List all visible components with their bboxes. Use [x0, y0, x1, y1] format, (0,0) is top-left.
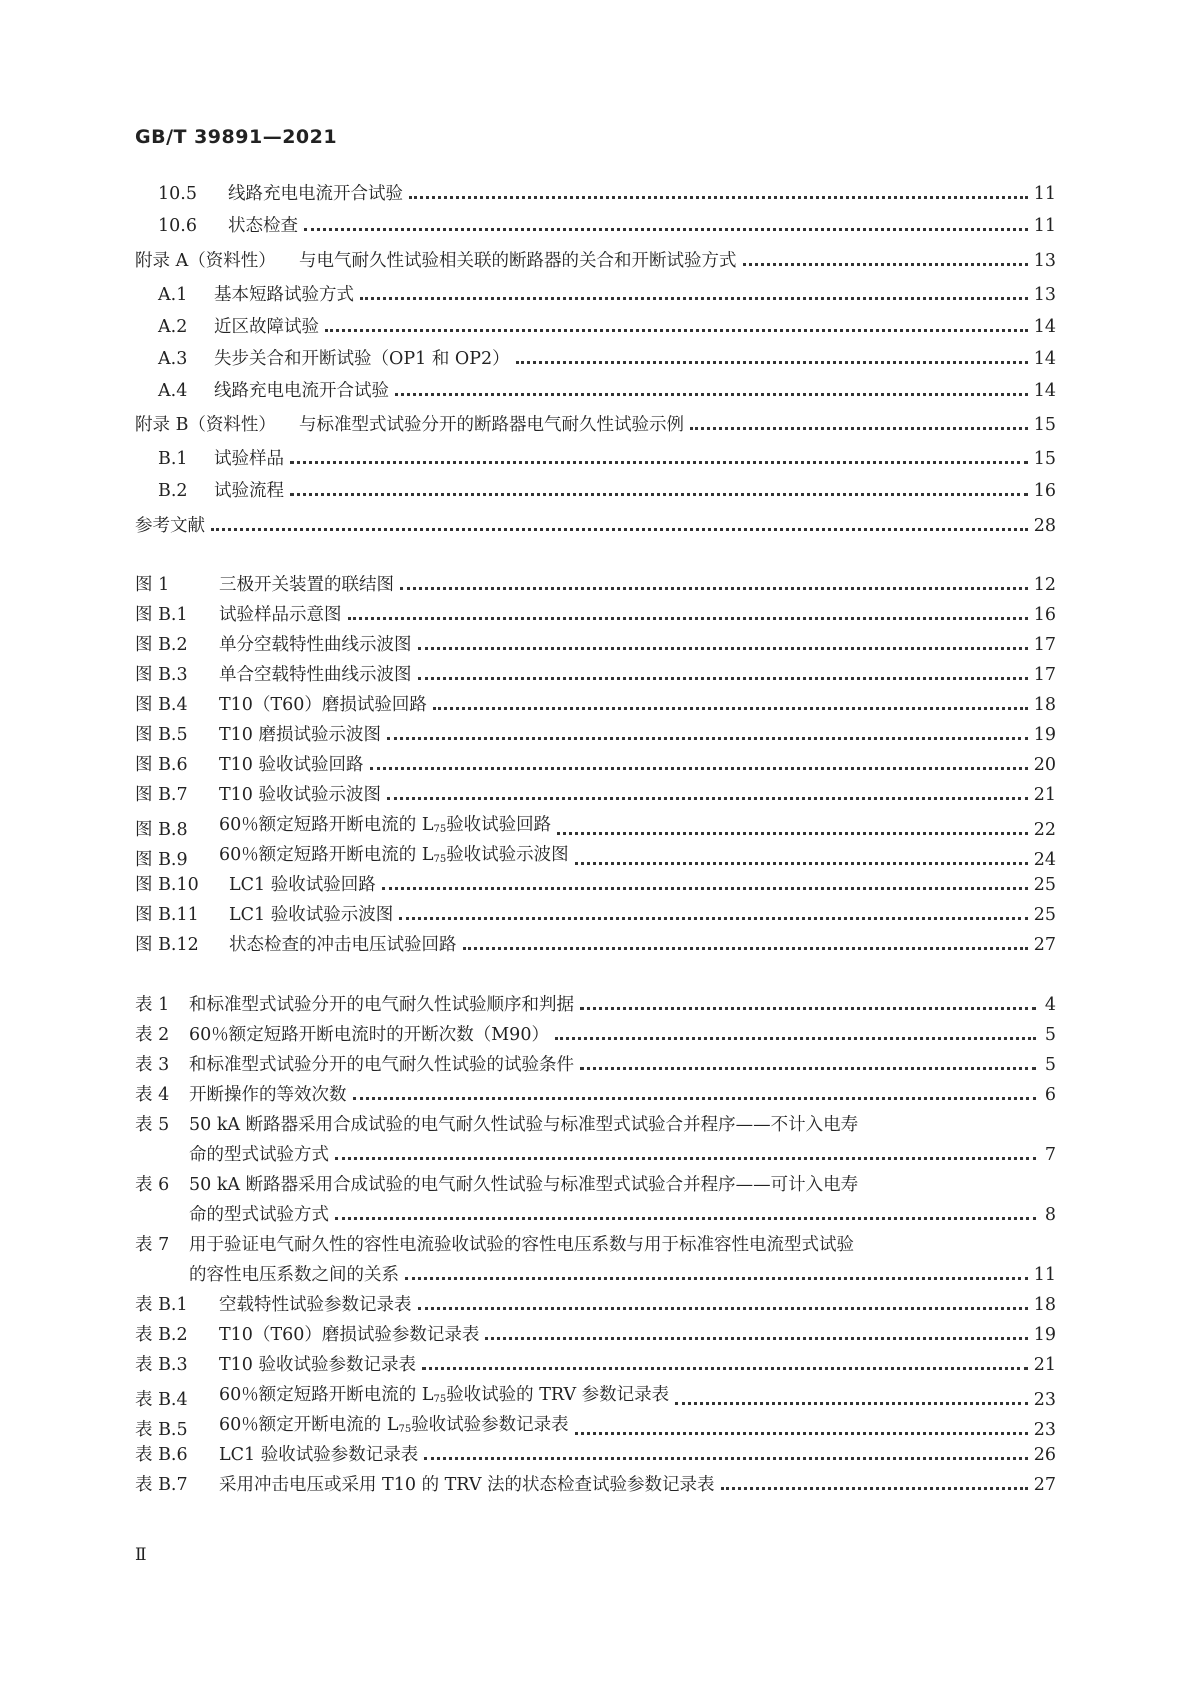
toc-entry-page: 12	[1033, 575, 1056, 595]
dot-leader	[721, 1487, 1028, 1490]
toc-entry-page: 16	[1033, 605, 1056, 625]
toc-entry-title: 单分空载特性曲线示波图	[219, 635, 412, 655]
dot-leader	[690, 427, 1028, 430]
dot-leader	[409, 196, 1028, 199]
dot-leader	[335, 1217, 1036, 1220]
toc-entry-number: 表 7	[135, 1235, 170, 1255]
toc-entry[interactable]	[135, 1474, 1056, 1496]
toc-entry-title: T10 验收试验参数记录表	[219, 1355, 417, 1375]
toc-entry-page: 24	[1033, 850, 1056, 870]
dot-leader	[424, 1457, 1028, 1460]
toc-entry-title: 失步关合和开断试验（OP1 和 OP2）	[214, 349, 510, 369]
toc-entry[interactable]	[135, 664, 1056, 686]
toc-entry[interactable]	[135, 1024, 1056, 1046]
toc-entry-title: 和标准型式试验分开的电气耐久性试验顺序和判据	[189, 995, 574, 1015]
toc-entry-page: 27	[1033, 1475, 1056, 1495]
toc-entry[interactable]	[135, 754, 1056, 776]
toc-entry-page: 25	[1033, 875, 1056, 895]
toc-entry-first-line[interactable]	[135, 1234, 854, 1256]
dot-leader	[382, 887, 1028, 890]
dot-leader	[400, 587, 1028, 590]
toc-entry[interactable]	[135, 414, 1056, 436]
dot-leader	[360, 297, 1028, 300]
toc-entry-title: LC1 验收试验回路	[229, 875, 376, 895]
toc-entry-title: 空载特性试验参数记录表	[219, 1295, 412, 1315]
toc-entry-page: 28	[1033, 516, 1056, 536]
toc-entry-number: 表 B.6	[135, 1445, 188, 1465]
toc-entry-page: 18	[1033, 695, 1056, 715]
toc-entry-title: T10 验收试验示波图	[219, 785, 382, 805]
toc-entry-number: 表 B.5	[135, 1420, 188, 1440]
toc-entry[interactable]	[158, 215, 1056, 237]
toc-entry[interactable]	[158, 284, 1056, 306]
toc-entry-title: T10 验收试验回路	[219, 755, 364, 775]
dot-leader	[485, 1337, 1027, 1340]
toc-entry-page: 8	[1044, 1205, 1056, 1225]
toc-entry-page: 5	[1044, 1025, 1056, 1045]
toc-entry-page: 16	[1033, 481, 1056, 501]
toc-entry-number: 表 3	[135, 1055, 170, 1075]
toc-entry[interactable]	[135, 1084, 1056, 1106]
toc-entry-number: 表 B.3	[135, 1355, 188, 1375]
dot-leader	[335, 1157, 1036, 1160]
toc-entry-page: 11	[1033, 184, 1056, 204]
dot-leader	[405, 1277, 1028, 1280]
toc-entry-number: 表 6	[135, 1175, 170, 1195]
toc-entry[interactable]	[135, 994, 1056, 1016]
toc-entry[interactable]	[189, 1144, 1056, 1166]
toc-entry-title: 状态检查	[228, 216, 298, 236]
toc-entry-page: 14	[1033, 349, 1056, 369]
toc-entry[interactable]	[135, 250, 1056, 272]
toc-entry-page: 19	[1033, 1325, 1056, 1345]
toc-entry[interactable]	[158, 380, 1056, 402]
toc-entry-number: 图 B.12	[135, 935, 199, 955]
toc-entry-title: 与电气耐久性试验相关联的断路器的关合和开断试验方式	[299, 251, 737, 271]
toc-entry-number: 图 B.4	[135, 695, 188, 715]
toc-entry-number: A.4	[158, 381, 188, 401]
toc-entry-page: 19	[1033, 725, 1056, 745]
toc-entry-title: T10（T60）磨损试验参数记录表	[219, 1325, 480, 1345]
toc-entry[interactable]	[135, 574, 1056, 596]
toc-entry-number: 图 B.8	[135, 820, 188, 840]
dot-leader	[743, 263, 1028, 266]
toc-entry-title: 线路充电电流开合试验	[214, 381, 389, 401]
toc-entry-title: 基本短路试验方式	[214, 285, 354, 305]
toc-entry-number: 图 B.10	[135, 875, 199, 895]
toc-entry-number: 表 B.4	[135, 1390, 188, 1410]
toc-entry[interactable]	[135, 1384, 1056, 1411]
toc-entry-number: 图 1	[135, 575, 170, 595]
toc-entry[interactable]	[189, 1204, 1056, 1226]
toc-entry-title: 与标准型式试验分开的断路器电气耐久性试验示例	[299, 415, 684, 435]
toc-entry-title: 状态检查的冲击电压试验回路	[229, 935, 457, 955]
dot-leader	[387, 737, 1028, 740]
dot-leader	[580, 1067, 1036, 1070]
toc-entry-title: 试验样品	[214, 449, 284, 469]
toc-entry[interactable]	[158, 448, 1056, 470]
toc-entry-page: 23	[1033, 1390, 1056, 1410]
toc-entry[interactable]	[158, 348, 1056, 370]
toc-entry-title: 50 kA 断路器采用合成试验的电气耐久性试验与标准型式试验合并程序——可计入电寿	[189, 1175, 859, 1195]
toc-entry-title: 三极开关装置的联结图	[219, 575, 394, 595]
toc-entry-page: 11	[1033, 1265, 1056, 1285]
dot-leader	[304, 228, 1028, 231]
toc-entry-page: 21	[1033, 785, 1056, 805]
toc-entry-number: 图 B.11	[135, 905, 199, 925]
toc-entry[interactable]	[135, 814, 1056, 841]
toc-entry-page: 7	[1044, 1145, 1056, 1165]
toc-entry[interactable]	[135, 784, 1056, 806]
toc-entry-number: 图 B.6	[135, 755, 188, 775]
toc-entry-number: 附录 B（资料性）	[135, 415, 276, 435]
toc-entry-title: 的容性电压系数之间的关系	[189, 1265, 399, 1285]
toc-entry[interactable]	[135, 1414, 1056, 1441]
toc-entry-title: 参考文献	[135, 516, 205, 536]
dot-leader	[290, 493, 1028, 496]
toc-entry-title: 试验流程	[214, 481, 284, 501]
toc-entry[interactable]	[135, 1354, 1056, 1376]
toc-entry[interactable]	[158, 480, 1056, 502]
toc-entry-title: T10 磨损试验示波图	[219, 725, 382, 745]
toc-entry[interactable]	[135, 874, 1056, 896]
toc-entry-number: 表 B.2	[135, 1325, 188, 1345]
toc-entry-number: 图 B.9	[135, 850, 188, 870]
dot-leader	[370, 767, 1028, 770]
toc-entry-number: 图 B.2	[135, 635, 188, 655]
toc-entry-number: A.2	[158, 317, 188, 337]
toc-entry-title: 采用冲击电压或采用 T10 的 TRV 法的状态检查试验参数记录表	[219, 1475, 715, 1495]
toc-entry-number: 表 2	[135, 1025, 170, 1045]
toc-entry[interactable]	[135, 1294, 1056, 1316]
toc-entry[interactable]	[135, 634, 1056, 656]
toc-entry-page: 5	[1044, 1055, 1056, 1075]
dot-leader	[422, 1367, 1028, 1370]
toc-entry[interactable]	[135, 694, 1056, 716]
toc-entry-number: 10.6	[158, 216, 197, 236]
dot-leader	[395, 393, 1028, 396]
toc-entry-number: B.2	[158, 481, 188, 501]
toc-entry-page: 14	[1033, 317, 1056, 337]
toc-entry-title: LC1 验收试验示波图	[229, 905, 394, 925]
toc-entry-number: A.3	[158, 349, 188, 369]
toc-entry-page: 15	[1033, 415, 1056, 435]
toc-entry-page: 26	[1033, 1445, 1056, 1465]
toc-entry-number: 图 B.1	[135, 605, 188, 625]
toc-entry-first-line[interactable]	[135, 1114, 858, 1136]
dot-leader	[418, 1307, 1028, 1310]
document-id: GB/T 39891—2021	[135, 126, 338, 148]
toc-entry-title: T10（T60）磨损试验回路	[219, 695, 427, 715]
toc-entry-page: 20	[1033, 755, 1056, 775]
dot-leader	[555, 1037, 1036, 1040]
toc-entry-number: 表 4	[135, 1085, 170, 1105]
toc-entry-page: 11	[1033, 216, 1056, 236]
toc-entry-page: 13	[1033, 285, 1056, 305]
toc-entry-first-line[interactable]	[135, 1174, 858, 1196]
dot-leader	[516, 361, 1028, 364]
dot-leader	[290, 461, 1028, 464]
dot-leader	[348, 617, 1028, 620]
dot-leader	[399, 917, 1028, 920]
dot-leader	[433, 707, 1028, 710]
toc-entry-number: 表 5	[135, 1115, 170, 1135]
toc-entry-title: 60％额定短路开断电流的 $L_{75}$验收试验示波图	[219, 845, 569, 865]
toc-entry-title: 命的型式试验方式	[189, 1145, 329, 1165]
toc-entry-number: 附录 A（资料性）	[135, 251, 276, 271]
toc-entry[interactable]	[158, 316, 1056, 338]
toc-entry[interactable]	[189, 1264, 1056, 1286]
toc-entry-title: 60％额定短路开断电流的 $L_{75}$验收试验的 TRV 参数记录表	[219, 1385, 670, 1405]
toc-entry[interactable]	[135, 844, 1056, 871]
dot-leader	[387, 797, 1028, 800]
toc-entry-title: 50 kA 断路器采用合成试验的电气耐久性试验与标准型式试验合并程序——不计入电寿	[189, 1115, 859, 1135]
toc-entry-page: 18	[1033, 1295, 1056, 1315]
toc-entry-number: 图 B.7	[135, 785, 188, 805]
toc-entry-page: 22	[1033, 820, 1056, 840]
toc-entry-number: 表 1	[135, 995, 170, 1015]
toc-entry-title: 60％额定短路开断电流的 $L_{75}$验收试验回路	[219, 815, 552, 835]
toc-entry[interactable]	[135, 934, 1056, 956]
dot-leader	[557, 832, 1028, 835]
dot-leader	[675, 1402, 1028, 1405]
toc-entry[interactable]	[158, 183, 1056, 205]
toc-entry-page: 6	[1044, 1085, 1056, 1105]
dot-leader	[353, 1097, 1037, 1100]
toc-entry-page: 27	[1033, 935, 1056, 955]
dot-leader	[418, 677, 1028, 680]
toc-entry-page: 15	[1033, 449, 1056, 469]
toc-entry-title: LC1 验收试验参数记录表	[219, 1445, 419, 1465]
dot-leader	[580, 1007, 1036, 1010]
toc-entry[interactable]	[135, 1054, 1056, 1076]
toc-entry-page: 23	[1033, 1420, 1056, 1440]
page-number: Ⅱ	[135, 1545, 147, 1565]
toc-entry-title: 单合空载特性曲线示波图	[219, 665, 412, 685]
toc-entry[interactable]	[135, 604, 1056, 626]
dot-leader	[325, 329, 1028, 332]
toc-entry[interactable]	[135, 515, 1056, 537]
toc-entry-title: 线路充电电流开合试验	[228, 184, 403, 204]
toc-entry-number: 图 B.3	[135, 665, 188, 685]
toc-entry-title: 用于验证电气耐久性的容性电流验收试验的容性电压系数与用于标准容性电流型式试验	[189, 1235, 854, 1255]
toc-entry-number: 图 B.5	[135, 725, 188, 745]
dot-leader	[575, 1432, 1028, 1435]
toc-entry-page: 17	[1033, 635, 1056, 655]
dot-leader	[418, 647, 1028, 650]
toc-entry[interactable]	[135, 724, 1056, 746]
toc-entry-page: 25	[1033, 905, 1056, 925]
dot-leader	[463, 947, 1028, 950]
toc-entry-title: 60％额定短路开断电流时的开断次数（M90）	[189, 1025, 549, 1045]
toc-entry-number: 表 B.1	[135, 1295, 188, 1315]
toc-entry[interactable]	[135, 1444, 1056, 1466]
toc-entry-number: 表 B.7	[135, 1475, 188, 1495]
toc-entry-page: 14	[1033, 381, 1056, 401]
toc-entry-title: 试验样品示意图	[219, 605, 342, 625]
toc-entry-number: B.1	[158, 449, 188, 469]
toc-entry-page: 17	[1033, 665, 1056, 685]
toc-entry-title: 近区故障试验	[214, 317, 319, 337]
dot-leader	[211, 528, 1028, 531]
toc-entry-number: A.1	[158, 285, 188, 305]
toc-entry-number: 10.5	[158, 184, 197, 204]
toc-entry[interactable]	[135, 1324, 1056, 1346]
toc-entry[interactable]	[135, 904, 1056, 926]
toc-entry-title: 开断操作的等效次数	[189, 1085, 347, 1105]
toc-entry-title: 命的型式试验方式	[189, 1205, 329, 1225]
toc-entry-title: 和标准型式试验分开的电气耐久性试验的试验条件	[189, 1055, 574, 1075]
toc-entry-title: 60％额定开断电流的 $L_{75}$验收试验参数记录表	[219, 1415, 569, 1435]
toc-entry-page: 13	[1033, 251, 1056, 271]
dot-leader	[575, 862, 1028, 865]
toc-entry-page: 4	[1044, 995, 1056, 1015]
toc-entry-page: 21	[1033, 1355, 1056, 1375]
